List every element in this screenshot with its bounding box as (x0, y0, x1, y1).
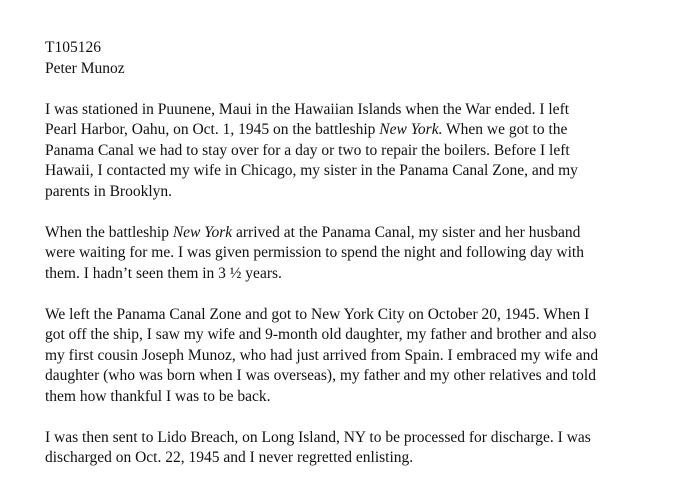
text-run: Panama Canal we had to stay over for a day or two to repair the boilers. Before I left (45, 141, 570, 159)
text-line (45, 141, 685, 162)
text-run: Hawaii, I contacted my wife in Chicago, my sister in the Panama Canal Zone, and my (45, 162, 578, 179)
paragraph (45, 305, 685, 408)
text-run: We left the Panama Canal Zone and got to New York City on October 20, 1945. When I (45, 305, 590, 323)
text-run: daughter (who was born when I was overseas), my father and my other relatives and told (45, 367, 596, 384)
text-run: parents in Brooklyn. (45, 182, 172, 200)
document-id: T105126 (45, 39, 101, 56)
text-run: them how thankful I was to be back. (45, 387, 271, 405)
text-run: Pearl Harbor, Oahu, on Oct. 1, 1945 on the battleship (45, 121, 380, 138)
paragraph (45, 100, 685, 203)
text-line (45, 120, 685, 141)
text-run: I was stationed in Puunene, Maui in the Hawaiian Islands when the War ended. I left (45, 100, 570, 118)
text-run: I was then sent to Lido Breach, on Long Island, NY to be processed for discharge. I was (45, 428, 591, 446)
text-line (45, 182, 685, 203)
text-run: discharged on Oct. 22, 1945 and I never regretted enlisting. (45, 449, 414, 466)
text-run: were waiting for me. I was given permission to spend the night and following day with (45, 244, 584, 261)
text-run: When we got to the (442, 121, 568, 138)
paragraph (45, 223, 685, 285)
paragraph-list (45, 100, 685, 469)
text-line (45, 325, 685, 346)
document-body (45, 38, 685, 469)
author-name: Peter Munoz (45, 59, 125, 77)
italic-text: New York (172, 223, 233, 241)
text-line (45, 387, 685, 408)
paragraph (45, 428, 685, 469)
text-line (45, 161, 685, 182)
text-line (45, 243, 685, 264)
text-line (45, 428, 685, 449)
text-line (45, 264, 685, 285)
text-run: When the battleship (45, 223, 173, 241)
text-line (45, 366, 685, 387)
text-line (45, 305, 685, 326)
text-run: them. I hadn’t seen them in 3 ½ years. (45, 264, 282, 282)
text-run: got off the ship, I saw my wife and 9-month old daughter, my father and brother and also (45, 326, 597, 343)
text-line (45, 448, 685, 469)
text-line (45, 100, 685, 121)
italic-text: New York. (379, 121, 443, 138)
text-line (45, 223, 685, 244)
text-run: my first cousin Joseph Munoz, who had just arrived from Spain. I embraced my wife and (45, 346, 599, 364)
text-line (45, 346, 685, 367)
text-run: arrived at the Panama Canal, my sister and her husband (232, 223, 581, 241)
